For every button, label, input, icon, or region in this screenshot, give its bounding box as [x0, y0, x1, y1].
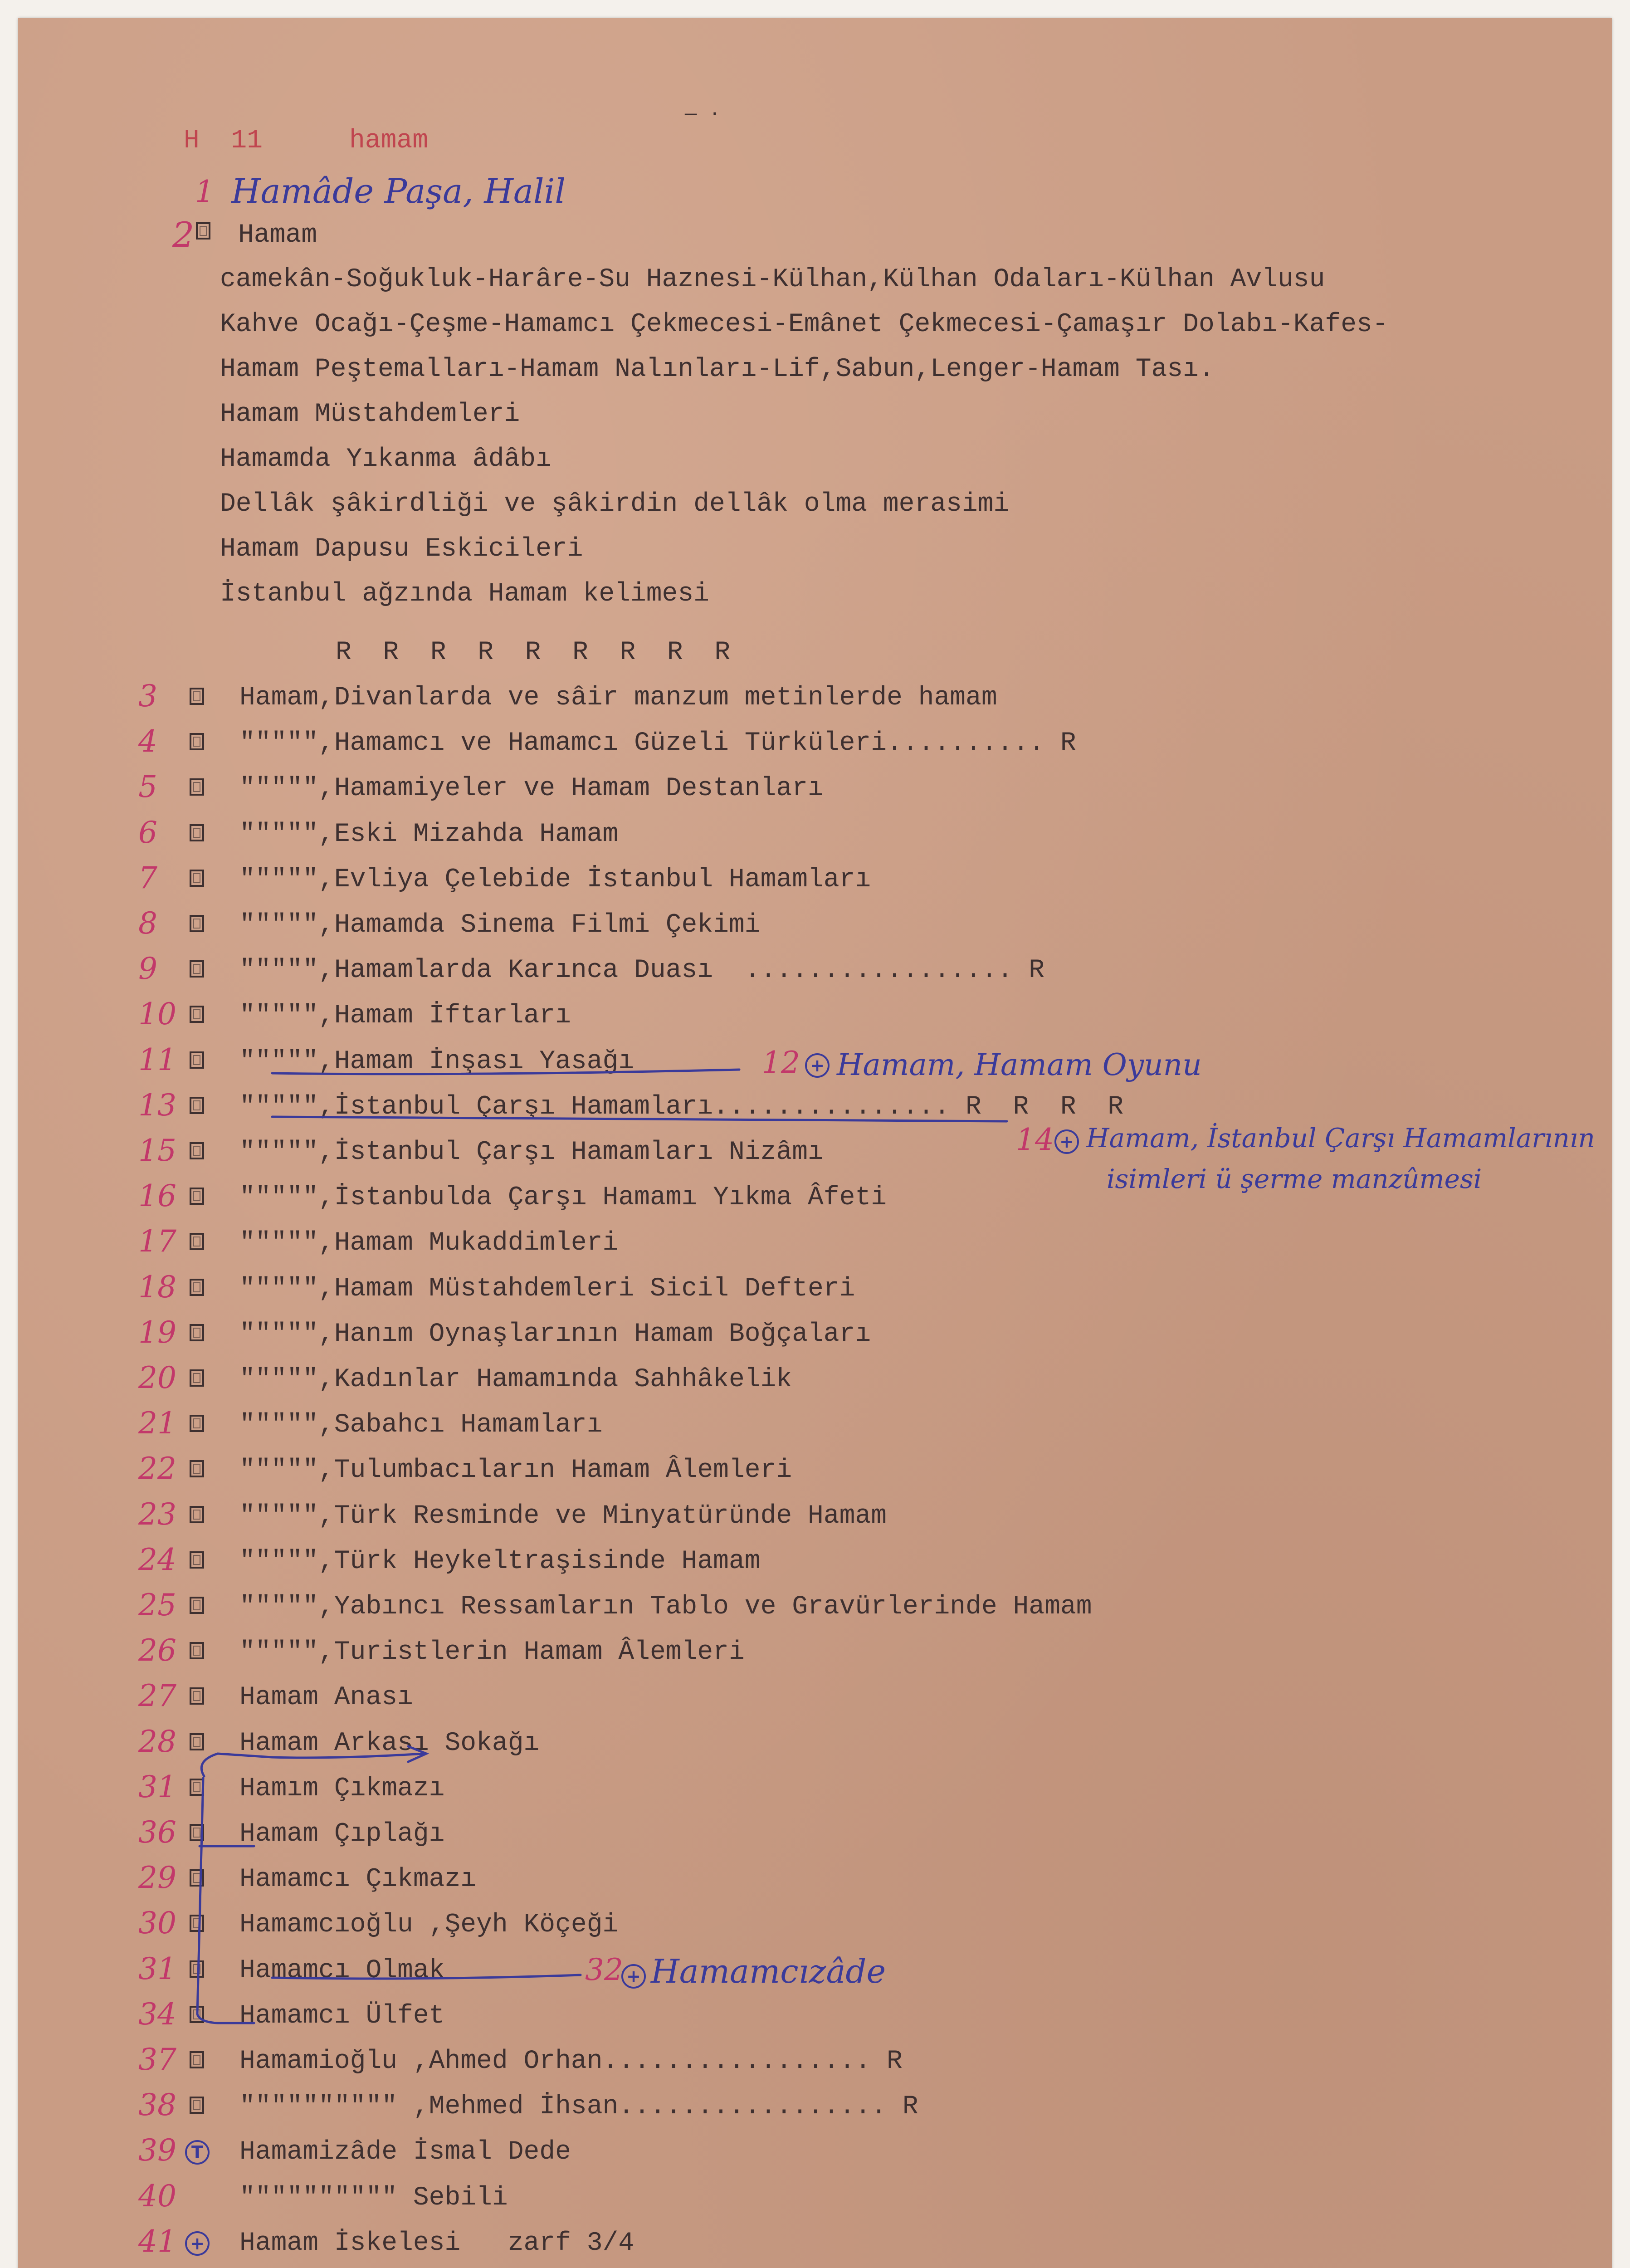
handwritten-number: 29: [138, 1860, 176, 1896]
handwritten-number: 31: [138, 1951, 176, 1986]
entry-text: """"",Hamamda Sinema Filmi Çekimi: [239, 910, 761, 940]
block-line: Dellâk şâkirdliği ve şâkirdin dellâk olma merasimi: [220, 489, 1010, 519]
entry-text: """"",İstanbul Çarşı Hamamları............... R R R R: [239, 1092, 1124, 1122]
handwritten-number: 4: [138, 724, 157, 759]
entry-text: Hamım Çıkmazı: [239, 1774, 445, 1804]
handwritten-number: 30: [138, 1906, 176, 1941]
header-mark: — ·: [685, 103, 721, 126]
entry-text: Hamamcı Ülfet: [239, 2001, 445, 2031]
handwritten-number: 24: [138, 1542, 176, 1577]
plus-circle-icon: +: [185, 2231, 210, 2256]
handwritten-number-2: 2: [172, 215, 195, 255]
entry-text: Hamamcı Olmak: [239, 1955, 445, 1985]
handwritten-number: 8: [138, 906, 157, 941]
handwritten-title: Hamâde Paşa, Halil: [231, 172, 566, 211]
plus-circle-icon: +: [1054, 1129, 1079, 1154]
handwritten-number: 38: [138, 2087, 176, 2123]
handwritten-number: 15: [138, 1133, 176, 1168]
document-page: [18, 18, 1612, 2268]
handwritten-number: 39: [138, 2133, 176, 2168]
entry-text: Hamam Çıplağı: [239, 1819, 445, 1849]
entry-text: """"",Türk Resminde ve Minyatüründe Hamam: [239, 1501, 887, 1531]
block-line: Hamam Dapusu Eskicileri: [220, 534, 583, 564]
handwritten-number: 3: [138, 679, 157, 714]
header-code: H 11: [184, 126, 263, 156]
bracket-top: [201, 1754, 272, 1776]
handwritten-number: 16: [138, 1178, 176, 1214]
entry-text: """"",Tulumbacıların Hamam Âlemleri: [239, 1456, 792, 1486]
entry-text: Hamamcı Çıkmazı: [239, 1865, 477, 1895]
block-line: Hamamda Yıkanma âdâbı: [220, 445, 551, 474]
entry-text: """"",İstanbulda Çarşı Hamamı Yıkma Âfeti: [239, 1183, 887, 1213]
entry-text: Hamamizâde İsmal Dede: [239, 2137, 571, 2167]
bracket-left: [197, 1778, 254, 2023]
handwritten-number: 34: [138, 1996, 176, 2032]
plus-circle-icon: +: [621, 1964, 646, 1989]
entry-text: """""""""" ,Mehmed İhsan................. R: [239, 2092, 918, 2122]
underline-entry-11: [272, 1070, 739, 1074]
handwritten-number: 5: [138, 769, 157, 805]
annotation-12-text: Hamam, Hamam Oyunu: [837, 1047, 1202, 1082]
entry-text: """"",Hanım Oynaşlarının Hamam Boğçaları: [239, 1319, 871, 1349]
annotation-14-line2: isimleri ü şerme manzûmesi: [1107, 1163, 1482, 1194]
entry-text: Hamam Anası: [239, 1683, 413, 1713]
entry-text: """"",Hamamiyeler ve Hamam Destanları: [239, 774, 824, 804]
handwritten-number: 6: [138, 815, 157, 850]
entry-text: """"",Hamam İnşası Yasağı: [239, 1046, 634, 1076]
arrow-shaft: [272, 1754, 424, 1758]
r-row: R R R R R R R R R: [336, 638, 731, 667]
entry-text: """"",Turistlerin Hamam Âlemleri: [239, 1637, 745, 1667]
handwritten-number: 11: [138, 1042, 176, 1077]
block-line: camekân-Soğukluk-Harâre-Su Haznesi-Külhan,Külhan Odaları-Külhan Avlusu: [220, 265, 1325, 294]
block-line: Kahve Ocağı-Çeşme-Hamamcı Çekmecesi-Emânet Çekmecesi-Çamaşır Dolabı-Kafes-: [220, 310, 1388, 339]
handwritten-number: 22: [138, 1451, 176, 1486]
entry-text: """"",Hamamcı ve Hamamcı Güzeli Türküleri.......... R: [239, 728, 1076, 758]
entry-text: Hamamcıoğlu ,Şeyh Köçeği: [239, 1910, 619, 1940]
annotation-14-number: 14: [1016, 1122, 1054, 1157]
annotation-14-line1: Hamam, İstanbul Çarşı Hamamlarının: [1086, 1123, 1595, 1154]
entry-text: Hamam Arkası Sokağı: [239, 1728, 540, 1758]
block-line: İstanbul ağzında Hamam kelimesi: [220, 579, 709, 609]
annotation-32-text: Hamamcızâde: [651, 1952, 886, 1990]
block-label: Hamam: [238, 220, 317, 250]
entry-text: """"",Hamamlarda Karınca Duası ................. R: [239, 956, 1045, 986]
handwritten-number: 13: [138, 1087, 176, 1123]
handwritten-number: 9: [138, 951, 157, 987]
handwritten-number: 7: [138, 860, 157, 895]
entry-text: Hamam İskelesi zarf 3/4: [239, 2228, 634, 2258]
handwritten-number: 36: [138, 1815, 176, 1850]
handwritten-number: 17: [138, 1224, 176, 1259]
handwritten-number: 19: [138, 1315, 176, 1350]
handwritten-number: 37: [138, 2042, 176, 2077]
entry-text: """"",Evliya Çelebide İstanbul Hamamları: [239, 865, 871, 894]
underline-entry-31: [272, 1975, 581, 1979]
entry-text: """"",Hamam Mukaddimleri: [239, 1228, 619, 1258]
entry-text: """"",Hamam Müstahdemleri Sicil Defteri: [239, 1274, 855, 1304]
handwritten-number: 23: [138, 1496, 176, 1532]
plus-circle-icon: +: [805, 1053, 830, 1078]
entry-text: """"",Yabıncı Ressamların Tablo ve Gravürlerinde Hamam: [239, 1592, 1092, 1622]
entry-text: """"",Türk Heykeltraşisinde Hamam: [239, 1546, 761, 1576]
entry-text: """""""""" Sebili: [239, 2183, 508, 2213]
annotation-12-number: 12: [762, 1045, 800, 1080]
block-line: Hamam Peştemalları-Hamam Nalınları-Lif,Sabun,Lenger-Hamam Tası.: [220, 355, 1215, 384]
header-title: hamam: [349, 126, 429, 156]
handwritten-number: 28: [138, 1724, 176, 1759]
handwritten-number-1: 1: [195, 174, 214, 209]
handwritten-number: 20: [138, 1360, 176, 1395]
entry-text: Hamamioğlu ,Ahmed Orhan................. R: [239, 2047, 903, 2076]
handwritten-number: 26: [138, 1633, 176, 1668]
entry-text: Hamam,Divanlarda ve sâir manzum metinlerde hamam: [239, 683, 997, 713]
entry-text: """"",Eski Mizahda Hamam: [239, 819, 619, 849]
handwritten-number: 27: [138, 1678, 176, 1714]
ink-marks: [18, 18, 1612, 2268]
entry-text: """"",Hamam İftarları: [239, 1001, 571, 1031]
handwritten-number: 10: [138, 997, 176, 1032]
underline-entry-13: [272, 1117, 1007, 1121]
block-line: Hamam Müstahdemleri: [220, 400, 520, 429]
handwritten-number: 41: [138, 2224, 176, 2259]
entry-text: """"",İstanbul Çarşı Hamamları Nizâmı: [239, 1138, 824, 1167]
handwritten-number: 25: [138, 1588, 176, 1623]
t-circle-icon: T: [185, 2140, 210, 2165]
handwritten-number: 40: [138, 2178, 176, 2214]
entry-text: """"",Kadınlar Hamamında Sahhâkelik: [239, 1365, 792, 1394]
handwritten-number: 21: [138, 1406, 176, 1441]
handwritten-number: 18: [138, 1269, 176, 1305]
handwritten-number: 31: [138, 1769, 176, 1804]
annotation-32-number: 32: [585, 1952, 623, 1987]
entry-text: """"",Sabahcı Hamamları: [239, 1410, 603, 1440]
